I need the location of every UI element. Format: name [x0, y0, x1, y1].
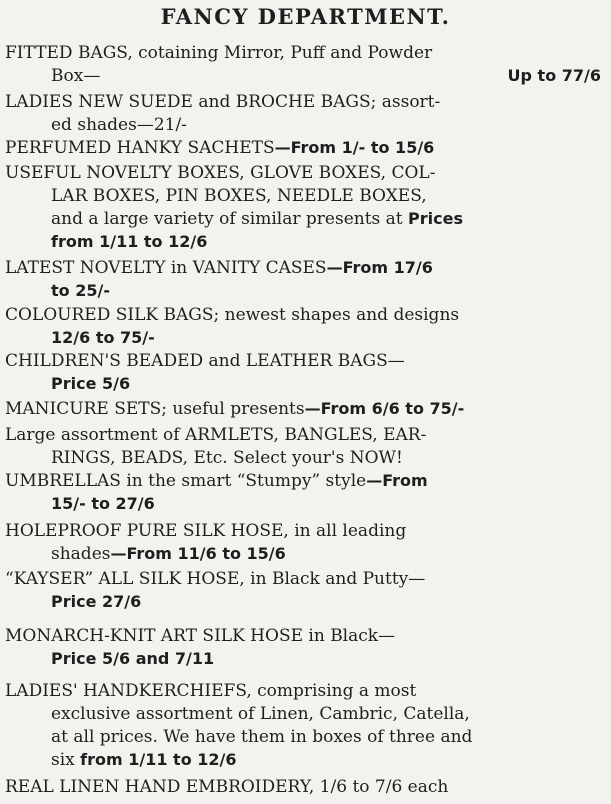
item-text: RINGS, BEADS, Etc. Select your's NOW! [51, 448, 403, 468]
item-text: “KAYSER” ALL SILK HOSE, in Black and Putty— [5, 569, 426, 589]
price-text: Price 5/6 [51, 374, 131, 393]
item-line [5, 680, 416, 702]
item-text: USEFUL NOVELTY BOXES, GLOVE BOXES, COL- [5, 163, 436, 183]
item-text: MONARCH-KNIT ART SILK HOSE in Black— [5, 626, 396, 646]
price-text: —From 11/6 to 15/6 [110, 544, 286, 563]
listing-item [5, 470, 601, 514]
item-continuation-line [51, 373, 130, 395]
item-continuation-line [51, 703, 470, 725]
item-text: at all prices. We have them in boxes of three and [51, 727, 473, 747]
listing-item [5, 520, 601, 564]
listing-item [5, 137, 601, 159]
item-text: LADIES NEW SUEDE and BROCHE BAGS; assort- [5, 92, 441, 112]
listing-item [5, 162, 601, 250]
item-line [5, 91, 440, 113]
item-text: FITTED BAGS, cotaining Mirror, Puff and Powder [5, 43, 433, 63]
item-text: six [51, 750, 81, 770]
item-continuation-line [51, 543, 286, 565]
item-continuation-line [51, 447, 403, 469]
item-text: and a large variety of similar presents at [51, 209, 409, 229]
price-text: —From 1/- to 15/6 [274, 138, 435, 157]
listing-item [5, 625, 601, 669]
price-text: —From 6/6 to 75/- [304, 399, 465, 418]
item-text: shades [51, 544, 111, 564]
item-continuation-line [51, 231, 207, 253]
listing-item [5, 568, 601, 612]
item-continuation-line [51, 208, 463, 230]
price-text: to 25/- [51, 281, 110, 300]
item-continuation-line [51, 749, 237, 771]
listing-item [5, 680, 601, 768]
item-line [5, 162, 435, 184]
item-continuation-line [51, 591, 141, 613]
item-continuation-line [51, 114, 187, 136]
price-text: Up to 77/6 [507, 66, 601, 85]
item-line [5, 350, 405, 372]
listing-item [5, 42, 601, 86]
listing-item [5, 776, 601, 798]
listing-item [5, 304, 601, 348]
item-line [5, 137, 434, 159]
item-text: ed shades—21/- [51, 115, 187, 135]
item-line [5, 424, 426, 446]
price-text: from 1/11 to 12/6 [51, 232, 208, 251]
item-continuation-line [51, 648, 214, 670]
item-line [5, 625, 395, 647]
item-text: exclusive assortment of Linen, Cambric, Catella, [51, 704, 470, 724]
item-text: LADIES' HANDKERCHIEFS, comprising a most [5, 681, 417, 701]
item-line [5, 304, 459, 326]
price-text: Price 5/6 and 7/11 [51, 649, 215, 668]
item-text: UMBRELLAS in the smart “Stumpy” style [5, 471, 367, 491]
item-text: HOLEPROOF PURE SILK HOSE, in all leading [5, 521, 407, 541]
listing-item [5, 424, 601, 468]
item-text: COLOURED SILK BAGS; newest shapes and designs [5, 305, 460, 325]
item-line [5, 398, 464, 420]
item-continuation-line [51, 493, 155, 515]
price-text: Prices [408, 209, 464, 228]
item-line [5, 520, 406, 542]
price-text: —From [366, 471, 428, 490]
department-heading: FANCY DEPARTMENT. [160, 4, 451, 29]
item-line [5, 42, 432, 64]
item-text: Large assortment of ARMLETS, BANGLES, EAR- [5, 425, 427, 445]
item-line [5, 568, 425, 590]
price-text: —From 17/6 [326, 258, 433, 277]
item-continuation-line [51, 185, 427, 207]
listing-item [5, 350, 601, 394]
item-text: LAR BOXES, PIN BOXES, NEEDLE BOXES, [51, 186, 427, 206]
item-continuation-line [51, 327, 155, 349]
price-text: 15/- to 27/6 [51, 494, 155, 513]
price-text: 12/6 to 75/- [51, 328, 155, 347]
item-text: Box— [51, 66, 101, 86]
item-text: PERFUMED HANKY SACHETS [5, 138, 275, 158]
price-text: from 1/11 to 12/6 [80, 750, 237, 769]
item-text: LATEST NOVELTY in VANITY CASES [5, 258, 327, 278]
item-continuation-line [51, 280, 110, 302]
item-continuation-line [51, 726, 472, 748]
listing-item [5, 398, 601, 420]
listing-item [5, 257, 601, 301]
item-text: CHILDREN'S BEADED and LEATHER BAGS— [5, 351, 405, 371]
item-line [5, 257, 433, 279]
listing-item [5, 91, 601, 135]
item-line [5, 776, 448, 798]
item-continuation-line [51, 65, 601, 87]
item-line [5, 470, 428, 492]
price-text: Price 27/6 [51, 592, 142, 611]
item-text: REAL LINEN HAND EMBROIDERY, 1/6 to 7/6 each [5, 777, 449, 797]
item-text: MANICURE SETS; useful presents [5, 399, 305, 419]
